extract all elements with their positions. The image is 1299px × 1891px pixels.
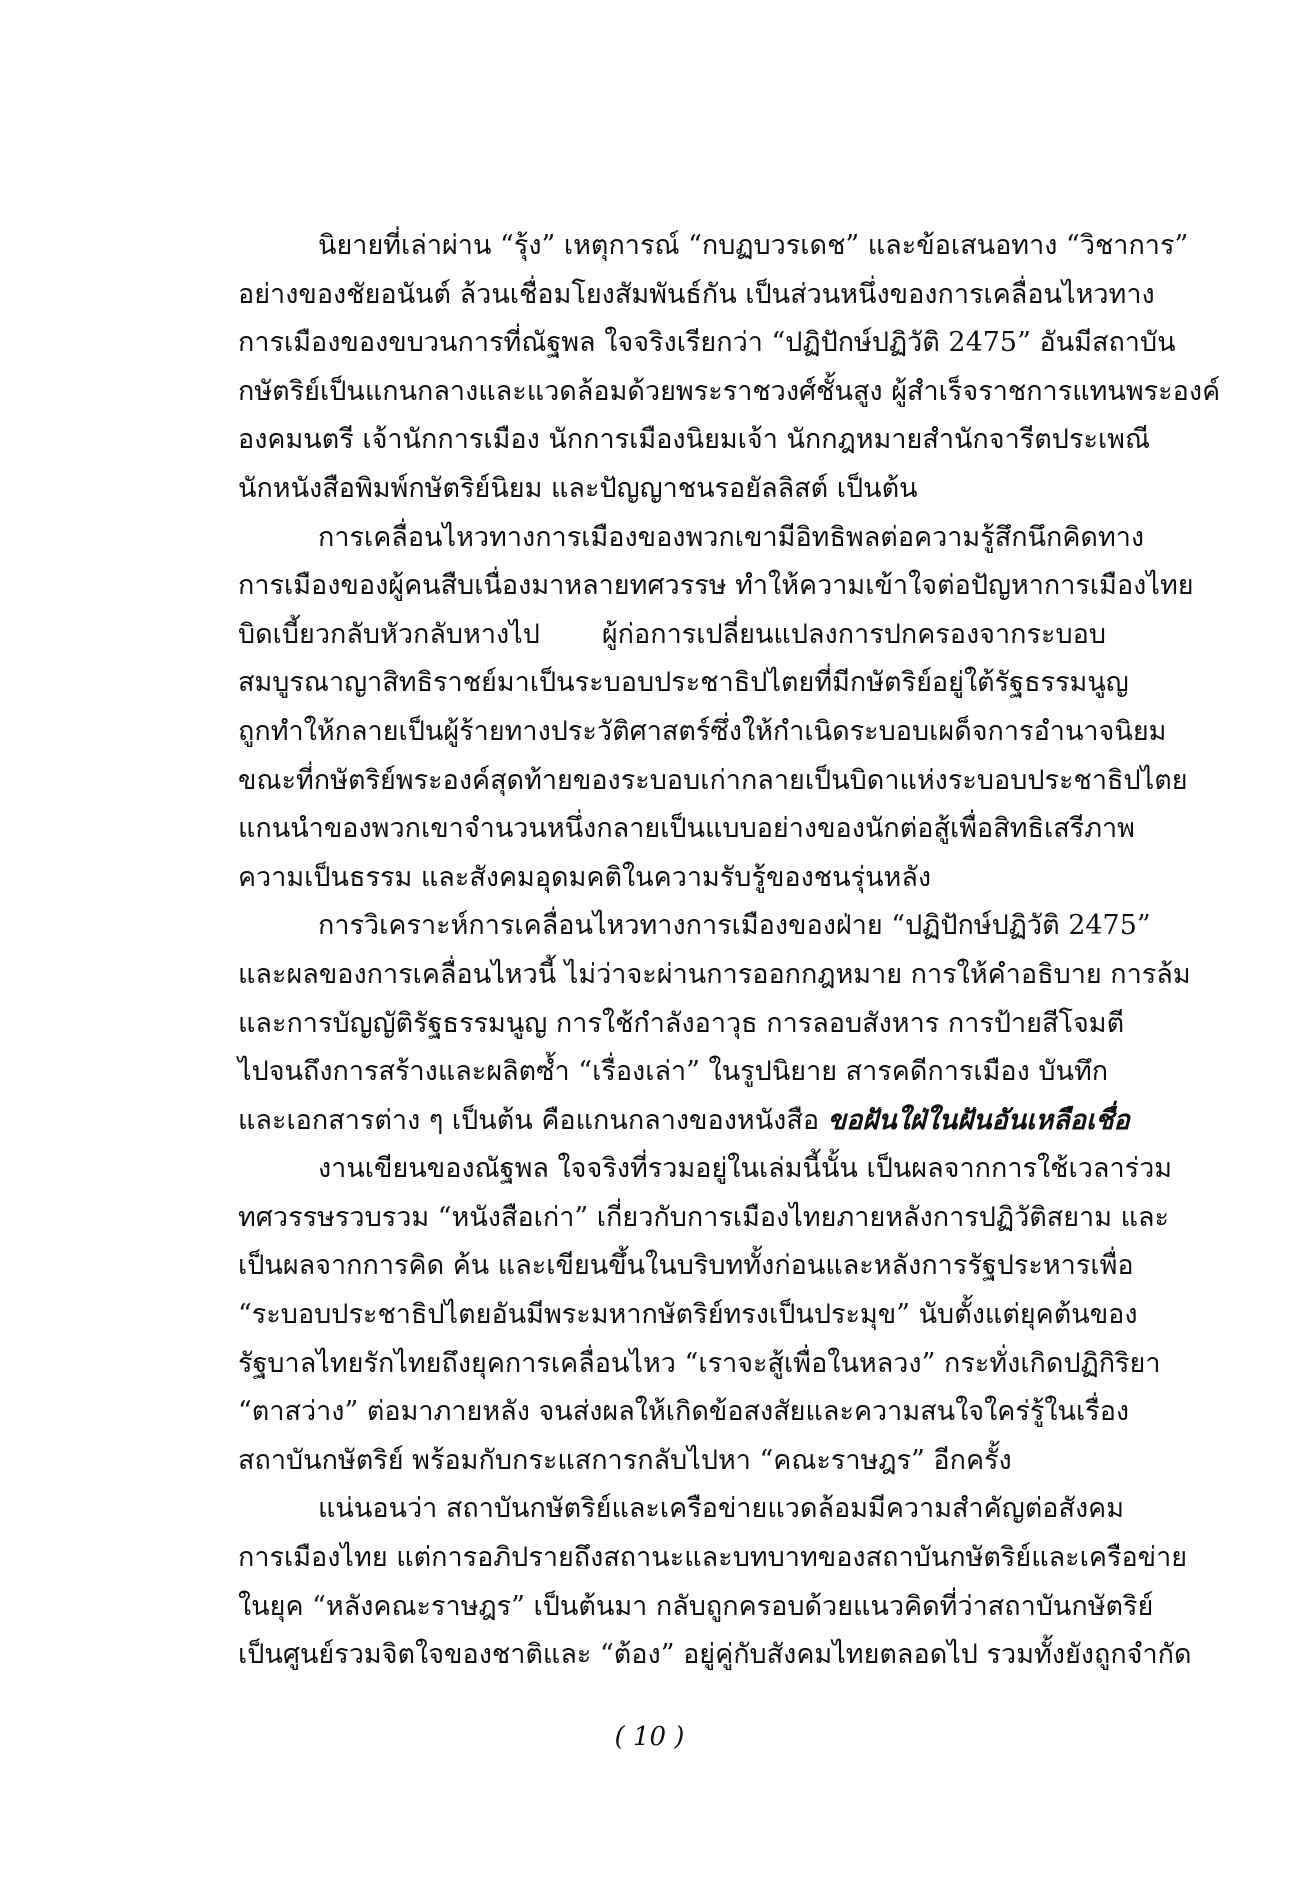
paragraph-2-line-4: สมบูรณาญาสิทธิราชย์มาเป็นระบอบประชาธิปไตยที่มีกษัตริย์อยู่ใต้รัฐธรรมนูญ (238, 667, 1129, 699)
paragraph-1-line-2: อย่างของชัยอนันต์ ล้วนเชื่อมโยงสัมพันธ์กัน เป็นส่วนหนึ่งของการเคลื่อนไหวทาง (238, 278, 1155, 310)
body-text (238, 222, 1221, 1680)
paragraph-5-line-1: แน่นอนว่า สถาบันกษัตริย์และเครือข่ายแวดล้อมมีความสำคัญต่อสังคม (318, 1493, 1124, 1525)
book-title: ขอฝันใฝ่ในฝันอันเหลือเชื่อ (827, 1104, 1130, 1136)
paragraph-2-line-5: ถูกทำให้กลายเป็นผู้ร้ายทางประวัติศาสตร์ซึ่งให้กำเนิดระบอบเผด็จการอำนาจนิยม (238, 715, 1167, 747)
paragraph-2-line-3: บิดเบี้ยวกลับหัวกลับหางไป ผู้ก่อการเปลี่ยนแปลงการปกครองจากระบอบ (238, 618, 1106, 650)
paragraph-2-line-7: แกนนำของพวกเขาจำนวนหนึ่งกลายเป็นแบบอย่างของนักต่อสู้เพื่อสิทธิเสรีภาพ (238, 813, 1135, 845)
paragraph-4-line-4: “ระบอบประชาธิปไตยอันมีพระมหากษัตริย์ทรงเป็นประมุข” นับตั้งแต่ยุคต้นของ (238, 1299, 1138, 1331)
paragraph-5-line-2: การเมืองไทย แต่การอภิปรายถึงสถานะและบทบาทของสถาบันกษัตริย์และเครือข่าย (238, 1542, 1188, 1574)
paragraph-1-line-6: นักหนังสือพิมพ์กษัตริย์นิยม และปัญญาชนรอยัลลิสต์ เป็นต้น (238, 472, 918, 504)
paragraph-5-line-4: เป็นศูนย์รวมจิตใจของชาติและ “ต้อง” อยู่คู่กับสังคมไทยตลอดไป รวมทั้งยังถูกจำกัด (238, 1639, 1192, 1671)
paragraph-2-line-2: การเมืองของผู้คนสืบเนื่องมาหลายทศวรรษ ทำให้ความเข้าใจต่อปัญหาการเมืองไทย (238, 570, 1194, 602)
paragraph-3-line-5 (238, 1097, 1130, 1146)
paragraph-5-line-3: ในยุค “หลังคณะราษฎร” เป็นต้นมา กลับถูกครอบด้วยแนวคิดที่ว่าสถาบันกษัตริย์ (238, 1590, 1154, 1622)
paragraph-1-line-5: องคมนตรี เจ้านักการเมือง นักการเมืองนิยมเจ้า นักกฎหมายสำนักจารีตประเพณี (238, 424, 1151, 456)
paragraph-3-line-1: การวิเคราะห์การเคลื่อนไหวทางการเมืองของฝ่าย “ปฏิปักษ์ปฏิวัติ 2475” (318, 910, 1151, 942)
paragraph-3-line-4: ไปจนถึงการสร้างและผลิตซ้ำ “เรื่องเล่า” ในรูปนิยาย สารคดีการเมือง บันทึก (238, 1056, 1109, 1088)
paragraph-2-line-1: การเคลื่อนไหวทางการเมืองของพวกเขามีอิทธิพลต่อความรู้สึกนึกคิดทาง (318, 521, 1145, 553)
paragraph-2-line-6: ขณะที่กษัตริย์พระองค์สุดท้ายของระบอบเก่ากลายเป็นบิดาแห่งระบอบประชาธิปไตย (238, 764, 1188, 796)
paragraph-4-line-5: รัฐบาลไทยรักไทยถึงยุคการเคลื่อนไหว “เราจะสู้เพื่อในหลวง” กระทั่งเกิดปฏิกิริยา (238, 1347, 1161, 1379)
paragraph-4-line-1: งานเขียนของณัฐพล ใจจริงที่รวมอยู่ในเล่มนี้นั้น เป็นผลจากการใช้เวลาร่วม (318, 1153, 1173, 1185)
paragraph-1-line-4: กษัตริย์เป็นแกนกลางและแวดล้อมด้วยพระราชวงศ์ชั้นสูง ผู้สำเร็จราชการแทนพระองค์ (238, 375, 1221, 407)
paragraph-2-line-8: ความเป็นธรรม และสังคมอุดมคติในความรับรู้ของชนรุ่นหลัง (238, 861, 932, 893)
paragraph-3-line-2: และผลของการเคลื่อนไหวนี้ ไม่ว่าจะผ่านการออกกฎหมาย การให้คำอธิบาย การล้ม (238, 958, 1191, 990)
paragraph-4-line-3: เป็นผลจากการคิด ค้น และเขียนขึ้นในบริบททั้งก่อนและหลังการรัฐประหารเพื่อ (238, 1250, 1134, 1282)
paragraph-3-line-5-text: และเอกสารต่าง ๆ เป็นต้น คือแกนกลางของหนังสือ (238, 1104, 820, 1136)
page-number: ( 10 ) (614, 1722, 685, 1752)
paragraph-4-line-6: “ตาสว่าง” ต่อมาภายหลัง จนส่งผลให้เกิดข้อสงสัยและความสนใจใคร่รู้ในเรื่อง (238, 1396, 1130, 1428)
paragraph-4-line-2: ทศวรรษรวบรวม “หนังสือเก่า” เกี่ยวกับการเมืองไทยภายหลังการปฏิวัติสยาม และ (238, 1201, 1170, 1233)
paragraph-4-line-7: สถาบันกษัตริย์ พร้อมกับกระแสการกลับไปหา “คณะราษฎร” อีกครั้ง (238, 1444, 1012, 1476)
paragraph-3-line-3: และการบัญญัติรัฐธรรมนูญ การใช้กำลังอาวุธ การลอบสังหาร การป้ายสีโจมตี (238, 1007, 1125, 1039)
paragraph-1-line-3: การเมืองของขบวนการที่ณัฐพล ใจจริงเรียกว่า “ปฏิปักษ์ปฏิวัติ 2475” อันมีสถาบัน (238, 327, 1176, 359)
paragraph-1-line-1: นิยายที่เล่าผ่าน “รุ้ง” เหตุการณ์ “กบฏบวรเดช” และข้อเสนอทาง “วิชาการ” (318, 230, 1189, 261)
